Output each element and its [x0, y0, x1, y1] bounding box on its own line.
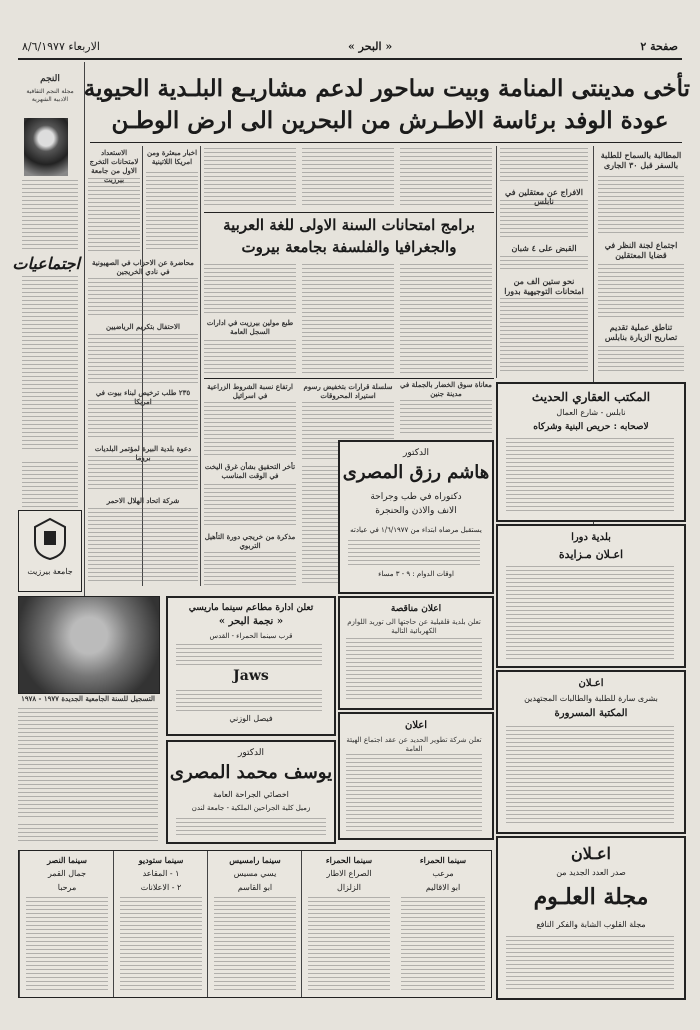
bookshop-lines [506, 726, 674, 826]
cinema-ad-film: Jaws [233, 668, 269, 684]
cinema-ad-sub: « نجمة البحر » [218, 616, 284, 627]
science-top: اعـلان [571, 844, 611, 863]
exam-dora-heading: نحو ستين الف من امتحانات التوجيهية بدورا [504, 276, 584, 296]
bookshop-text: بشرى سارة للطلبة والطالبات المجتهدين [524, 694, 658, 703]
cinema-film-2: مرحبا [57, 883, 77, 892]
university-logo-box [18, 510, 82, 592]
cinema-film-2: ابو القاسم [237, 883, 273, 892]
ad-announcement [338, 712, 494, 840]
dr-hashem-spec: دكتوراه في طب وجراحة [370, 492, 462, 502]
arrest-heading: الافراج عن معتقلين في نابلس [505, 188, 583, 206]
university-building-image [19, 597, 159, 693]
dr-hashem-text [348, 540, 480, 566]
real-estate-title: المكتب العقاري الحديث [531, 390, 651, 404]
university-text [18, 708, 158, 818]
announcement-text: تعلن شركة تطوير الحديد عن عقد اجتماع الهيئة العامة [346, 736, 482, 753]
fair-text [88, 456, 198, 492]
dr-hashem-title: الدكتور [403, 448, 429, 458]
lebanon-text [88, 508, 198, 582]
nablus-text [598, 346, 684, 372]
cinema-film: الصراع الاطار [326, 869, 372, 878]
exam-prep-text [88, 178, 140, 252]
cinema-film-2: الزلزال [337, 883, 361, 892]
science-desc: مجلة القلوب الشابة والفكر النافع [536, 920, 646, 929]
dora-lines [506, 566, 674, 660]
lead-text-col-3 [302, 148, 394, 208]
ambulance-heading: ٢٣٥ طلب ترخيص لبناء بيوت في امريكا [95, 388, 191, 406]
ambulance-text [88, 400, 198, 440]
cinema-film-2: ٢ - الاعلانات [140, 883, 182, 892]
ad-bookshop [496, 670, 686, 834]
ad-electric [338, 596, 494, 710]
dr-hashem-spec2: الانف والاذن والحنجرة [375, 506, 457, 516]
cinema-lines [120, 897, 202, 991]
university-name: جامعة بيرزيت [27, 567, 73, 576]
exams-text-1 [400, 264, 492, 374]
cinema-film: يسي مسيس [233, 869, 277, 878]
cinema-lines [26, 897, 108, 991]
real-estate-owner: لاصحابه : حريص البنية وشركاه [533, 422, 649, 432]
agri-heading: ارتفاع نسبة الشروط الزراعية في اسرائيل [207, 382, 293, 400]
editor-title: النجم [40, 74, 60, 84]
cinema-lines [214, 897, 296, 991]
exams-text-3 [204, 264, 296, 314]
birzeit-text [204, 340, 296, 374]
sidebar-divider [84, 62, 85, 602]
cinema-film-2: ابو الاقاليم [425, 883, 461, 892]
tourism-heading: المطالبة بالسماح للطلبة بالسفر قبل ٣٠ الجارى [600, 150, 682, 170]
ad-dr-yousef [166, 740, 336, 844]
science-pre: صدر العدد الجديد من [556, 868, 626, 877]
lead-headline-1: تأخى مدينتى المنامة وبيت ساحور لدعم مشاريـع البلـدية الحيوية [83, 75, 690, 102]
cinema-name: سينما النصر [47, 855, 87, 865]
ad-dr-hashem [338, 440, 494, 594]
cinema-listing [395, 851, 491, 997]
page-number: صفحة ٢ [640, 39, 678, 53]
exam-dora-text [500, 298, 588, 374]
cinemas-section [18, 850, 492, 998]
dora-title: بلدية دورا [571, 532, 611, 543]
post-text [204, 484, 296, 528]
announcement-lines [346, 754, 482, 832]
editor-sub: مجلة النجم الثقافية الادبية الشهرية [26, 88, 74, 103]
cinema-name: سينما ستوديو [138, 855, 184, 865]
cinema-listing [207, 851, 302, 997]
foreign-heading: اخبار مبعثرة ومن امريكا اللاتينية [146, 148, 198, 166]
editor-text [22, 180, 78, 250]
issue-date: الاربعاء ٨/٦/١٩٧٧ [22, 39, 100, 53]
cinema-ad-subtitle: قرب سينما الحمراء - القدس [209, 632, 293, 640]
ad-dora-auction [496, 524, 686, 668]
nablus-heading-1: تناطق عملية تقديم [609, 322, 673, 332]
social-text [22, 276, 78, 452]
exams-rule-top [204, 212, 494, 213]
training-heading: مذكرة من خريجي دورة التأهيل التربوي [204, 532, 296, 550]
cinema-ad-title: تعلن ادارة مطاعم سينما ماريسي [188, 603, 314, 613]
university-logo-icon [33, 517, 67, 561]
cinema-ad-lines-2 [176, 690, 322, 712]
ad-real-estate [496, 382, 686, 522]
cinema-film: ١ - المقاعد [142, 869, 180, 878]
science-lines [506, 936, 674, 990]
cinema-name: سينما الحمراء [419, 855, 467, 865]
dr-hashem-name: هاشم رزق المصرى [342, 462, 490, 483]
lead-text-right [500, 148, 588, 184]
cinema-listing [113, 851, 208, 997]
post-heading: تأخر التحقيق بشأن غرق اليخت في الوقت المناسب [204, 462, 296, 480]
section-name: « البحر » [347, 39, 393, 53]
cinema-listing [19, 851, 114, 997]
sport-text [88, 278, 198, 318]
fuel-heading: سلسلة قرارات بتخفيض رسوم استيراد المحروقات [303, 382, 393, 400]
exams-headline-1: برامج امتحانات السنة الاولى للغة العربية [223, 216, 475, 234]
training-text [204, 552, 296, 586]
science-name: مجلة العلـوم [533, 884, 649, 910]
electric-lines [346, 638, 482, 700]
col-divider-a [496, 146, 497, 378]
cinema-film: مرعب [432, 869, 454, 878]
committee-text [598, 264, 684, 318]
masthead-rule [18, 58, 682, 60]
cinema-listing [301, 851, 396, 997]
cinema-lines [308, 897, 390, 991]
real-estate-lines [506, 438, 674, 514]
lead-text-col-4 [204, 148, 296, 208]
exams-headline-2: والجغرافيا والفلسفة بجامعة بيروت [241, 238, 457, 256]
announcement-title: اعلان [404, 720, 428, 731]
lead-text-col-2 [400, 148, 492, 208]
fair-heading: دعوة بلدية البيرة لمؤتمر البلديات بروما [94, 444, 192, 462]
lead-rule [90, 142, 682, 143]
tourism-text [598, 176, 684, 236]
social-heading: اجتماعيات [12, 254, 80, 273]
sport-text-2 [88, 334, 198, 384]
electric-text: تعلن بلدية قلقيلية عن حاجتها الى توريد اللوازم الكهربائية التالية [347, 618, 481, 635]
bookshop-shop: المكتبة المسرورة [554, 708, 628, 719]
mid-rule [204, 378, 494, 379]
dr-yousef-spec: اخصائي الجراحة العامة [213, 790, 289, 799]
market-text [400, 400, 492, 436]
cinema-name: سينما رامسيس [229, 855, 281, 865]
lead-headline-2: عودة الوفد برئاسة الاطـرش من البحرين الى ارض الوطـن [111, 107, 669, 134]
dr-yousef-name: يوسف محمد المصرى [169, 762, 333, 783]
col-divider-b [200, 146, 201, 586]
sport-heading-2: الاحتفال بتكريم الرياضيين [106, 322, 180, 331]
dr-yousef-lines [176, 818, 326, 836]
cinema-ad-footer: فيصل الوزني [229, 714, 273, 723]
university-photo [18, 596, 160, 694]
dr-yousef-spec2: زميل كلية الجراحين الملكية - جامعة لندن [191, 804, 311, 812]
university-caption: التسجيل للسنة الجامعية الجديدة ١٩٧٧ - ١٩٧٨ [21, 694, 155, 703]
exam-prep-heading: الاستعداد لامتحانات التخرج الاول من جامعة بيرزيت [89, 148, 139, 184]
foreign-text [146, 172, 198, 252]
sport-heading: محاضرة عن الاحزاب في الصهيونية في نادي الخريجين [92, 258, 194, 276]
arrest-text-2 [500, 256, 588, 272]
committee-heading: اجتماع لجنة النظر في قضايا المعتقلين [604, 240, 678, 260]
cinema-ad-lines [176, 644, 322, 666]
lebanon-heading: شركة اتحاد الهلال الاحمر [106, 496, 180, 505]
dr-hashem-hours2: اوقات الدوام : ٩ - ٣ مساء [378, 570, 454, 578]
ad-cinema-restaurant [166, 596, 336, 736]
market-heading: معاناة سوق الخضار بالجملة في مدينة جنين [400, 380, 492, 398]
real-estate-sub: نابلس - شارع العمال [556, 408, 626, 417]
cinema-lines [401, 897, 485, 991]
masthead [0, 36, 700, 56]
electric-title: اعلان مناقصة [390, 604, 442, 614]
cinema-name: سينما الحمراء [325, 855, 373, 865]
cinema-film: جمال القمر [47, 869, 87, 878]
agri-text [204, 402, 296, 458]
nablus-heading-2: تصاريح الزيارة بنابلس [604, 332, 678, 342]
arrest-text [500, 200, 588, 240]
dr-yousef-title: الدكتور [238, 748, 264, 758]
editor-portrait [24, 118, 68, 176]
bookshop-title: اعـلان [578, 678, 604, 689]
dora-sub: اعـلان مـزايدة [558, 548, 624, 561]
arrest-heading-2: القبض على ٤ شبان [511, 244, 577, 253]
exams-text-2 [302, 264, 394, 374]
ad-science-magazine [496, 836, 686, 1000]
birzeit-heading: طبع مولين بيرزيت في ادارات السجل العامة [206, 318, 294, 336]
university-text-2 [18, 824, 158, 844]
dr-hashem-hours: يستقبل مرضاه ابتداء من ١/٦/١٩٧٧ في عيادته [350, 526, 482, 534]
